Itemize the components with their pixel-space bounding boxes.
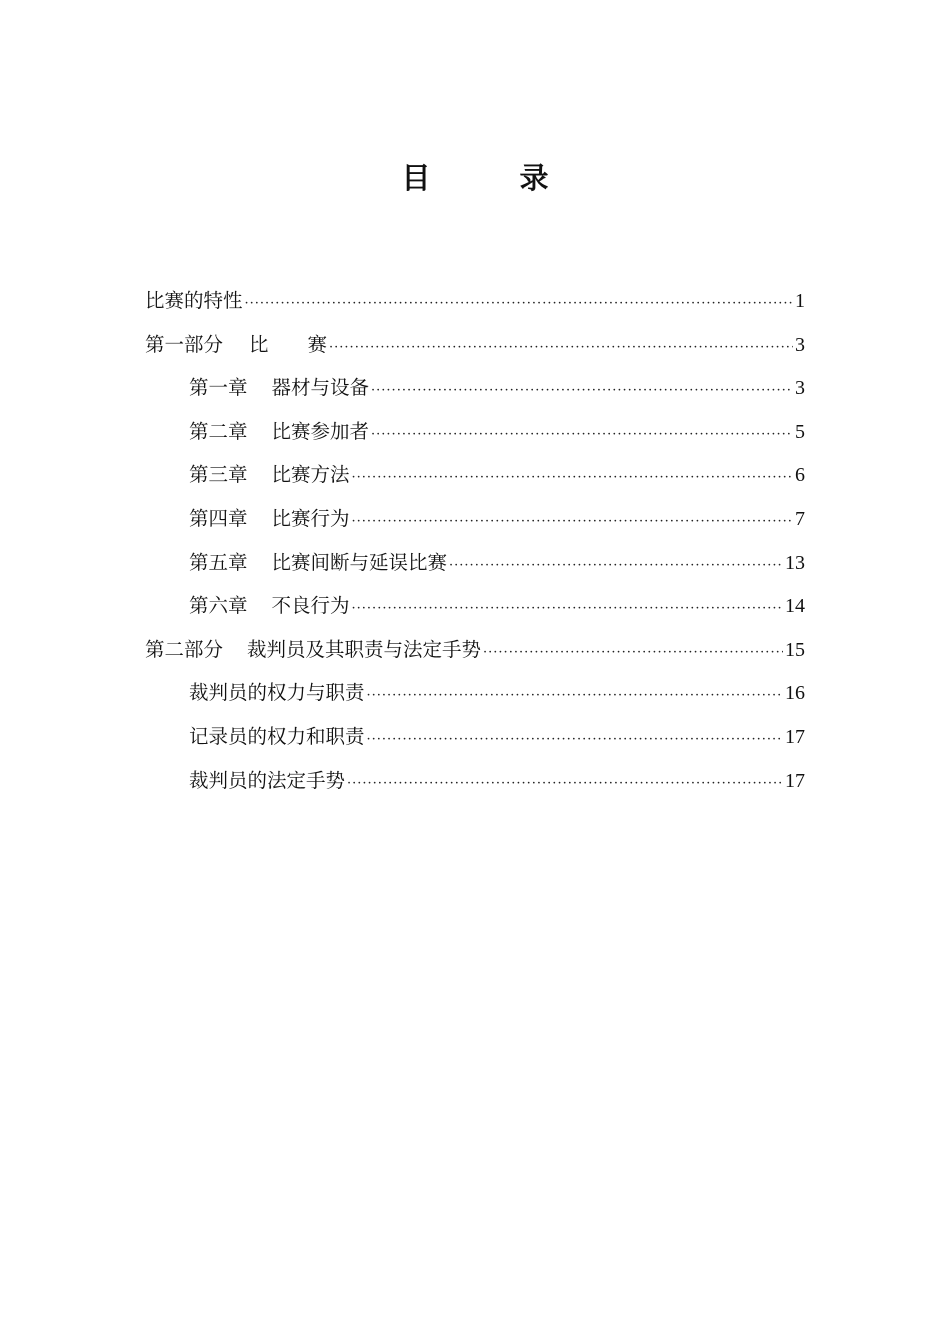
toc-entry-5[interactable]: [145, 453, 805, 497]
toc-entry-page: 16: [785, 682, 805, 705]
toc-entry-title: 裁判员的权力与职责: [189, 681, 365, 705]
toc-entry-number: 第五章: [189, 550, 248, 574]
toc-entry-6[interactable]: [145, 497, 805, 541]
toc-entry-8[interactable]: [145, 584, 805, 628]
toc-entry-title: 裁判员的法定手势: [189, 768, 346, 792]
dot-leader: [371, 413, 793, 457]
toc-entry-title: 比 赛: [249, 332, 328, 356]
toc-entry-page: 14: [785, 595, 805, 618]
dot-leader: [245, 282, 793, 326]
toc-entry-title: 比赛参加者: [271, 419, 370, 443]
toc-entry-12[interactable]: [145, 759, 805, 803]
toc-entry-page: 17: [785, 769, 805, 792]
dot-leader: [329, 326, 793, 370]
toc-entry-number: 第四章: [189, 506, 248, 530]
toc-entry-page: 3: [795, 333, 805, 356]
toc-entry-page: 13: [785, 551, 805, 574]
toc-entry-9[interactable]: [145, 628, 805, 672]
page-title: 目 录: [401, 161, 579, 195]
toc-entry-title: 比赛方法: [271, 463, 350, 487]
toc-entry-title: 记录员的权力和职责: [189, 724, 365, 748]
toc-entry-title: 不良行为: [271, 594, 350, 618]
toc-entry-number: 第六章: [189, 594, 248, 618]
toc-entry-page: 1: [795, 290, 805, 312]
toc-entry-page: 5: [795, 420, 805, 443]
toc-entry-2[interactable]: [145, 323, 805, 367]
dot-leader: [352, 500, 793, 544]
toc-entry-number: 第一章: [189, 376, 248, 400]
toc-entry-page: 3: [795, 377, 805, 400]
dot-leader: [483, 631, 783, 675]
toc-entry-number: 第一部分: [145, 332, 224, 356]
toc-entry-title: 比赛的特性: [145, 289, 243, 312]
toc-entry-10[interactable]: [145, 671, 805, 715]
toc-entry-title: 器材与设备: [271, 376, 370, 400]
toc-entry-page: 15: [785, 638, 805, 661]
toc-entry-4[interactable]: [145, 410, 805, 454]
toc-entry-number: 第二章: [189, 419, 248, 443]
dot-leader: [367, 674, 783, 718]
toc-entry-title: 裁判员及其职责与法定手势: [247, 637, 482, 661]
toc-entry-3[interactable]: [145, 366, 805, 410]
toc-entry-title: 比赛间断与延误比赛: [271, 550, 448, 574]
toc-entry-11[interactable]: [145, 715, 805, 759]
dot-leader: [449, 544, 783, 588]
dot-leader: [352, 456, 793, 500]
dot-leader: [371, 369, 793, 413]
toc-entry-page: 6: [795, 464, 805, 487]
toc-entry-1[interactable]: [145, 279, 805, 323]
toc-entry-7[interactable]: [145, 541, 805, 585]
table-of-contents: [145, 279, 805, 802]
dot-leader: [347, 762, 783, 806]
toc-entry-page: 17: [785, 725, 805, 748]
toc-entry-title: 比赛行为: [271, 506, 350, 530]
toc-entry-number: 第三章: [189, 463, 248, 487]
dot-leader: [352, 587, 783, 631]
toc-entry-number: 第二部分: [145, 637, 224, 661]
toc-entry-page: 7: [795, 507, 805, 530]
dot-leader: [367, 718, 783, 762]
